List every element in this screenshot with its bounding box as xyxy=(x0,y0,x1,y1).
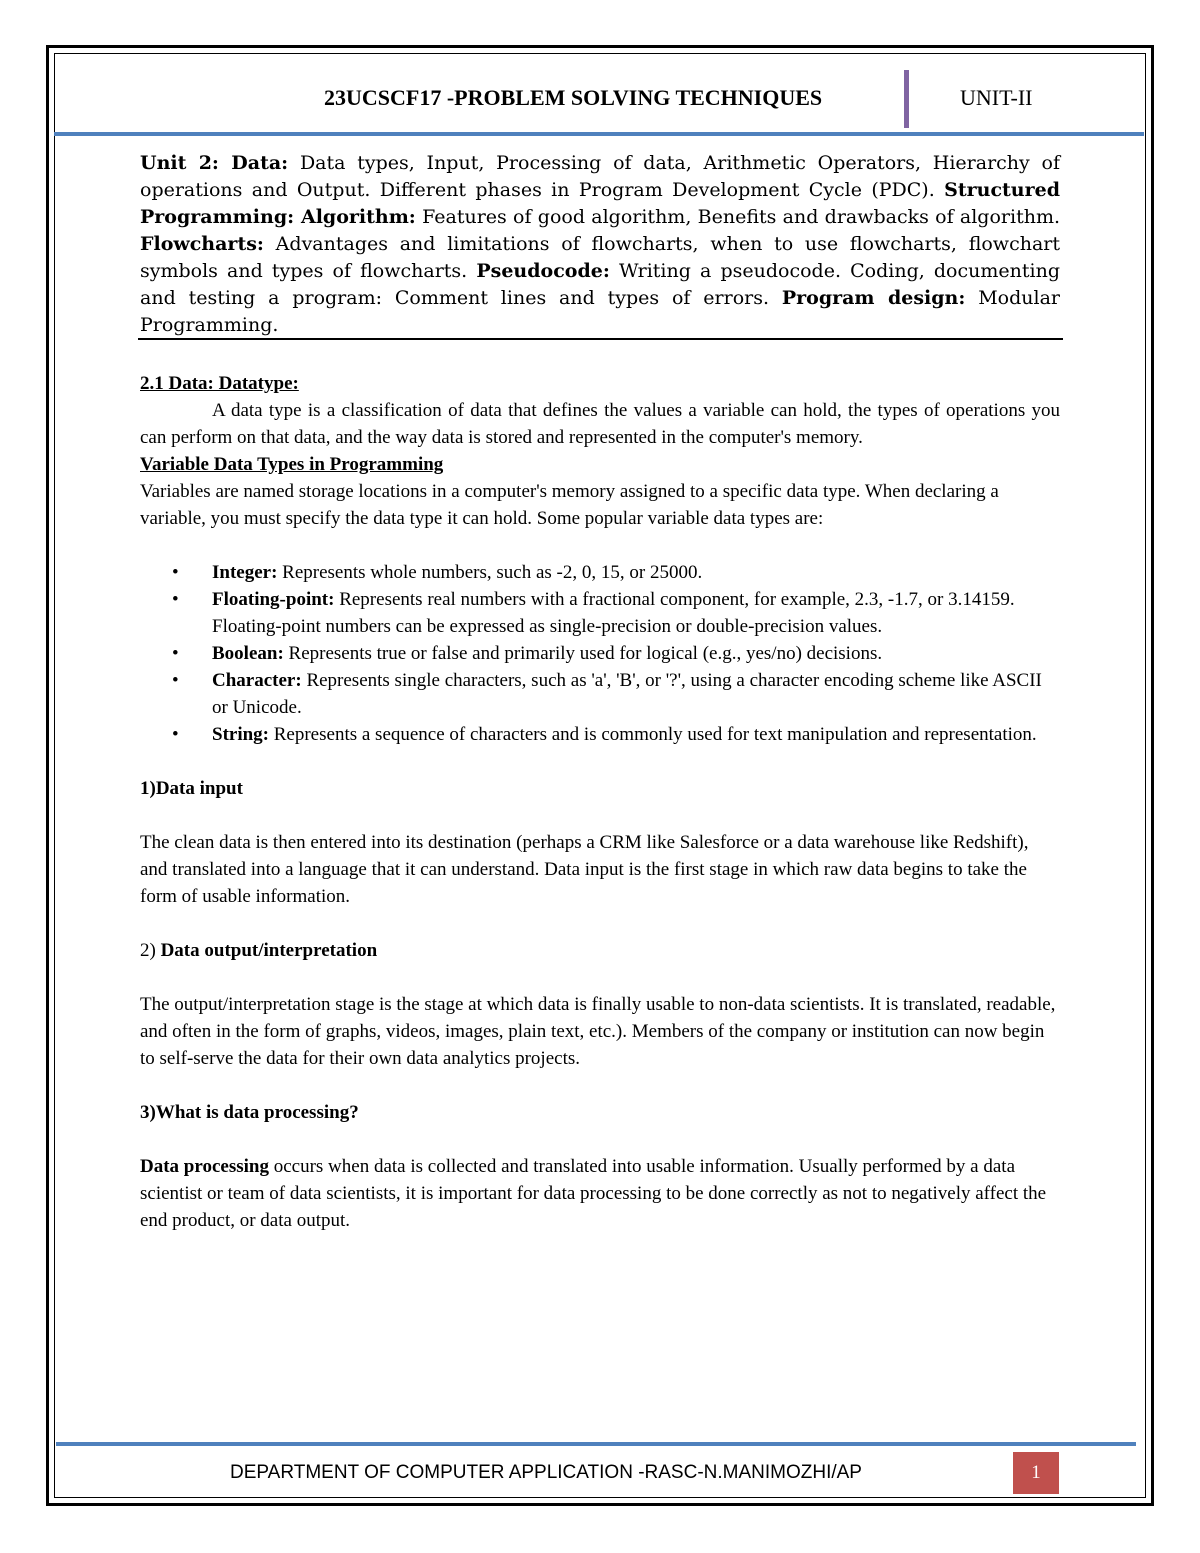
data-processing-heading: 3)What is data processing? xyxy=(140,1102,359,1123)
data-types-list xyxy=(140,559,1060,748)
page-number-badge: 1 xyxy=(1013,1452,1059,1494)
data-output-text: The output/interpretation stage is the stage at which data is finally usable to non-data scientists. It is translated, readable, and often in the form of graphs, videos, images, plain text, etc.). Members of the company or institution can now begin to self-serve the data for their own data analytics projects. xyxy=(140,994,1056,1069)
list-item xyxy=(140,667,1060,721)
data-output-heading xyxy=(140,937,1060,964)
list-item xyxy=(140,640,1060,667)
header-title: 23UCSCF17 -PROBLEM SOLVING TECHNIQUES xyxy=(324,85,823,110)
footer-rule xyxy=(56,1442,1136,1446)
summary-structured-label: Structured Programming: Algorithm: xyxy=(140,179,1060,228)
variable-types-subheading: Variable Data Types in Programming xyxy=(140,454,444,475)
summary-design-label: Program design: xyxy=(781,287,966,309)
bullet-icon: • xyxy=(172,643,179,664)
header-unit: UNIT-II xyxy=(960,85,1033,110)
list-item-desc: Represents true or false and primarily used for logical (e.g., yes/no) decisions. xyxy=(283,643,883,664)
list-item-term: Character: xyxy=(212,670,302,691)
list-item-term: Floating-point: xyxy=(212,589,335,610)
list-item-desc: Represents a sequence of characters and is commonly used for text manipulation and representation. xyxy=(269,724,1037,745)
section-heading-datatype: 2.1 Data: Datatype: xyxy=(140,373,299,394)
data-input-text: The clean data is then entered into its destination (perhaps a CRM like Salesforce or a data warehouse like Redshift), and translated into a language that it can understand. Data input is the first stage in which raw data begins to take the form of usable information. xyxy=(140,832,1029,907)
bullet-icon: • xyxy=(172,589,179,610)
list-item-desc: Represents whole numbers, such as -2, 0, 15, or 25000. xyxy=(277,562,703,583)
data-output-number: 2) xyxy=(140,940,161,961)
list-item xyxy=(140,559,1060,586)
data-output-title: Data output/interpretation xyxy=(160,940,378,961)
variable-types-paragraph: Variables are named storage locations in a computer's memory assigned to a specific data type. When declaring a variable, you must specify the data type it can hold. Some popular variable data types are: xyxy=(140,481,999,529)
list-item-term: Boolean: xyxy=(212,643,284,664)
summary-rule xyxy=(138,338,1063,340)
data-processing-text: occurs when data is collected and translated into usable information. Usually performed by a data scientist or team of data scientists, it is important for data processing to be done correctly as not to negatively affect the end product, or data output. xyxy=(140,1156,1047,1231)
data-input-heading: 1)Data input xyxy=(140,778,243,799)
data-processing-term: Data processing xyxy=(140,1156,269,1177)
list-item-desc: Represents single characters, such as 'a', 'B', or '?', using a character encoding scheme like ASCII or Unicode. xyxy=(212,670,1042,718)
bullet-icon: • xyxy=(172,562,179,583)
summary-text-2: Features of good algorithm, Benefits and drawbacks of algorithm. xyxy=(415,206,1060,228)
datatype-intro: A data type is a classification of data that defines the values a variable can hold, the types of operations you can perform on that data, and the way data is stored and represented in the computer's memory. xyxy=(140,400,1060,448)
unit-summary xyxy=(140,150,1060,339)
list-item-desc: Represents real numbers with a fractional component, for example, 2.3, -1.7, or 3.14159. Floating-point numbers can be expressed as single-precision or double-precision values. xyxy=(212,589,1015,637)
main-content xyxy=(140,370,1060,1234)
header-divider xyxy=(904,70,909,128)
list-item-term: Integer: xyxy=(212,562,278,583)
page-header xyxy=(54,70,1146,130)
summary-text-3: Advantages and limitations of flowcharts, when to use flowcharts, flowchart symbols and types of flowcharts. xyxy=(140,233,1060,282)
footer-text: DEPARTMENT OF COMPUTER APPLICATION -RASC-N.MANIMOZHI/AP xyxy=(230,1462,862,1483)
summary-text-1: Data types, Input, Processing of data, Arithmetic Operators, Hierarchy of operations and Output. Different phases in Program Development Cycle (PDC). xyxy=(140,152,1061,201)
data-processing-paragraph xyxy=(140,1153,1060,1234)
bullet-icon: • xyxy=(172,724,179,745)
list-item xyxy=(140,586,1060,640)
summary-unit-label: Unit 2: Data: xyxy=(140,152,289,174)
summary-pseudocode-label: Pseudocode: xyxy=(476,260,610,282)
bullet-icon: • xyxy=(172,670,179,691)
summary-text-4: Writing a pseudocode. Coding, documenting and testing a program: Comment lines and types of errors. xyxy=(140,260,1060,309)
list-item xyxy=(140,721,1060,748)
header-rule xyxy=(54,132,1144,136)
summary-text-5: Modular Programming. xyxy=(140,287,1060,336)
summary-flowcharts-label: Flowcharts: xyxy=(140,233,264,255)
list-item-term: String: xyxy=(212,724,269,745)
